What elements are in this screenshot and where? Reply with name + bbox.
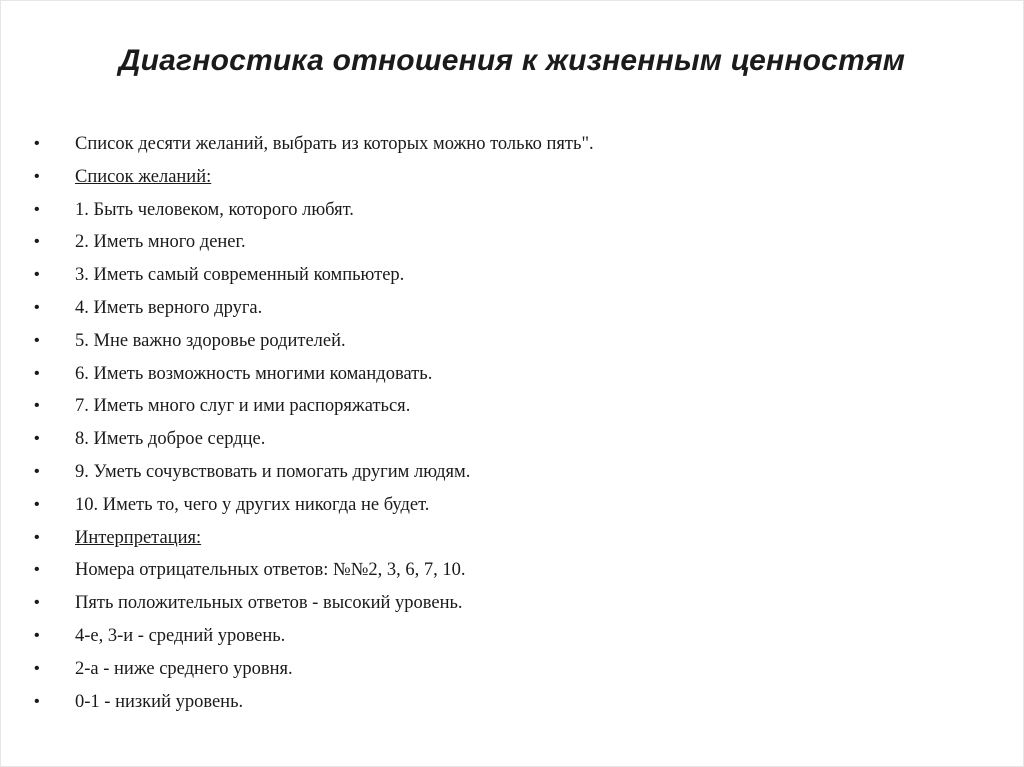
list-item-text: 3. Иметь самый современный компьютер. — [75, 265, 405, 286]
bullet-icon: • — [34, 298, 40, 316]
list-item — [34, 554, 994, 587]
list-item — [34, 390, 994, 423]
slide-title: Диагностика отношения к жизненным ценностям — [118, 44, 906, 77]
list-item — [34, 128, 994, 161]
section-heading-wishes: Список желаний: — [75, 166, 212, 187]
bullet-icon: • — [34, 397, 40, 415]
list-item — [34, 423, 994, 456]
list-item — [34, 194, 994, 227]
bullet-icon: • — [34, 135, 40, 152]
list-item-text: 2. Иметь много денег. — [75, 232, 246, 253]
list-item — [34, 456, 994, 489]
bullet-icon: • — [34, 364, 40, 382]
list-item-text: 7. Иметь много слуг и ими распоряжаться. — [75, 396, 411, 417]
bullet-list — [34, 128, 994, 718]
bullet-icon: • — [34, 495, 40, 513]
bullet-icon: • — [34, 266, 40, 284]
bullet-icon: • — [34, 659, 40, 677]
list-item — [34, 161, 994, 194]
bullet-icon: • — [34, 430, 40, 448]
list-item — [34, 292, 994, 325]
bullet-icon: • — [34, 233, 40, 251]
bullet-icon: • — [34, 167, 40, 185]
bullet-icon: • — [34, 331, 40, 349]
list-item-text: 8. Иметь доброе сердце. — [75, 429, 266, 450]
list-item — [34, 653, 994, 686]
bullet-icon: • — [34, 528, 40, 546]
list-item-text: 4. Иметь верного друга. — [75, 297, 263, 318]
list-item — [34, 587, 994, 620]
list-item-text: Номера отрицательных ответов: №№2, 3, 6, 7, 10. — [75, 560, 466, 581]
bullet-icon: • — [34, 692, 40, 710]
list-item — [34, 226, 994, 259]
list-item-text: 6. Иметь возможность многими командовать. — [75, 363, 433, 384]
list-item — [34, 358, 994, 391]
list-item — [34, 325, 994, 358]
list-item-text: Пять положительных ответов - высокий уровень. — [75, 593, 463, 614]
list-item-text: 5. Мне важно здоровье родителей. — [75, 330, 346, 351]
bullet-icon: • — [34, 200, 40, 218]
list-item-text: 10. Иметь то, чего у других никогда не будет. — [75, 494, 430, 515]
list-item — [34, 620, 994, 653]
list-item-text: Список десяти желаний, выбрать из которых можно только пять". — [75, 134, 594, 154]
list-item-text: 9. Уметь сочувствовать и помогать другим людям. — [75, 461, 471, 482]
list-item — [34, 259, 994, 292]
bullet-icon: • — [34, 462, 40, 480]
bullet-icon: • — [34, 561, 40, 579]
list-item — [34, 686, 994, 719]
list-item — [34, 522, 994, 555]
bullet-icon: • — [34, 594, 40, 612]
list-item-text: 1. Быть человеком, которого любят. — [75, 199, 354, 220]
list-item-text: 4-е, 3-и - средний уровень. — [75, 625, 286, 646]
list-item — [34, 489, 994, 522]
list-item-text: 0-1 - низкий уровень. — [75, 691, 244, 712]
section-heading-interpretation: Интерпретация: — [75, 527, 202, 548]
bullet-icon: • — [34, 626, 40, 644]
list-item-text: 2-а - ниже среднего уровня. — [75, 658, 293, 679]
